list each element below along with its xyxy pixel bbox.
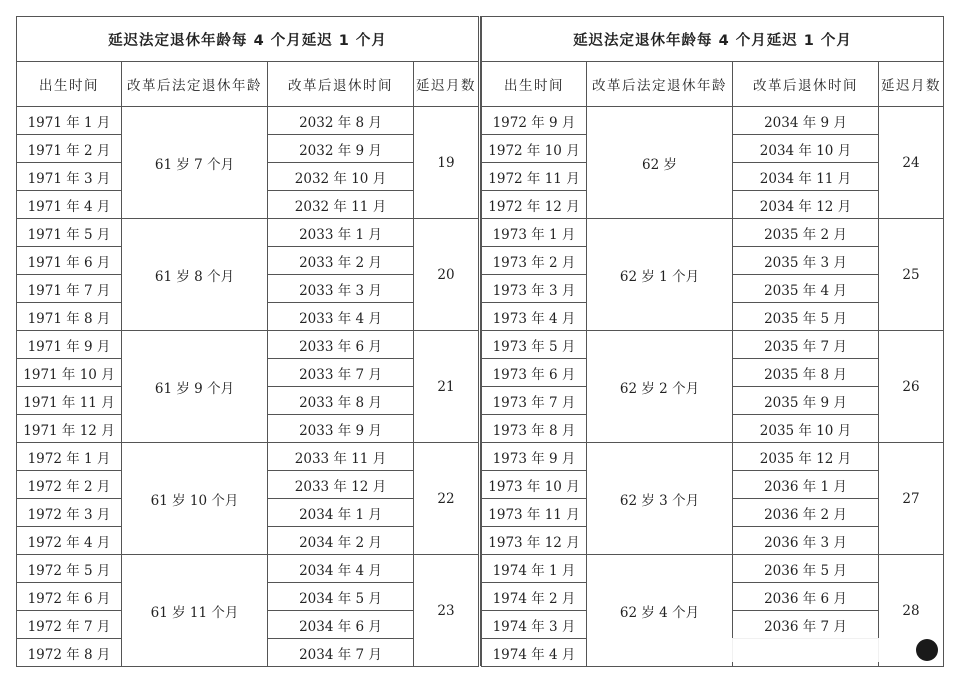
header-retirement-time: 改革后退休时间 xyxy=(268,62,414,107)
retirement-time-cell: 2035 年 8 月 xyxy=(733,359,879,387)
retirement-time-cell: 2033 年 11 月 xyxy=(268,443,414,471)
table-row xyxy=(482,331,944,359)
delay-months-cell: 23 xyxy=(414,555,479,667)
retirement-time-cell: 2034 年 12 月 xyxy=(733,191,879,219)
delay-months-cell: 26 xyxy=(879,331,944,443)
birth-time-cell: 1973 年 8 月 xyxy=(482,415,587,443)
birth-time-cell: 1972 年 1 月 xyxy=(17,443,122,471)
birth-time-cell: 1973 年 10 月 xyxy=(482,471,587,499)
birth-time-cell: 1971 年 8 月 xyxy=(17,303,122,331)
retirement-time-cell: 2035 年 7 月 xyxy=(733,331,879,359)
table-row xyxy=(482,555,944,583)
retirement-time-cell: 2036 年 5 月 xyxy=(733,555,879,583)
birth-time-cell: 1973 年 11 月 xyxy=(482,499,587,527)
retirement-age-cell: 62 岁 1 个月 xyxy=(587,219,733,331)
table-title: 延迟法定退休年龄每 4 个月延迟 1 个月 xyxy=(482,17,944,62)
retirement-time-cell: 2033 年 9 月 xyxy=(268,415,414,443)
birth-time-cell: 1973 年 2 月 xyxy=(482,247,587,275)
delay-months-cell: 21 xyxy=(414,331,479,443)
retirement-age-cell: 61 岁 9 个月 xyxy=(122,331,268,443)
birth-time-cell: 1973 年 6 月 xyxy=(482,359,587,387)
header-delay-months: 延迟月数 xyxy=(414,62,479,107)
table-row xyxy=(17,443,479,471)
birth-time-cell: 1973 年 5 月 xyxy=(482,331,587,359)
retirement-time-cell: 2034 年 11 月 xyxy=(733,163,879,191)
birth-time-cell: 1974 年 2 月 xyxy=(482,583,587,611)
retirement-time-cell: 2035 年 12 月 xyxy=(733,443,879,471)
left-table-panel xyxy=(16,16,479,667)
retirement-time-cell: 2033 年 4 月 xyxy=(268,303,414,331)
birth-time-cell: 1972 年 5 月 xyxy=(17,555,122,583)
table-row xyxy=(482,107,944,135)
table-row xyxy=(17,331,479,359)
birth-time-cell: 1971 年 2 月 xyxy=(17,135,122,163)
retirement-time-cell: 2032 年 8 月 xyxy=(268,107,414,135)
retirement-time-cell: 2035 年 9 月 xyxy=(733,387,879,415)
retirement-time-cell: 2034 年 6 月 xyxy=(268,611,414,639)
birth-time-cell: 1972 年 3 月 xyxy=(17,499,122,527)
birth-time-cell: 1972 年 6 月 xyxy=(17,583,122,611)
retirement-time-cell: 2036 年 1 月 xyxy=(733,471,879,499)
header-retirement-age: 改革后法定退休年龄 xyxy=(587,62,733,107)
retirement-time-cell: 2036 年 7 月 xyxy=(733,611,879,639)
table-row xyxy=(482,443,944,471)
retirement-time-cell: 2034 年 5 月 xyxy=(268,583,414,611)
header-birth-time: 出生时间 xyxy=(482,62,587,107)
birth-time-cell: 1972 年 7 月 xyxy=(17,611,122,639)
retirement-time-cell: 2034 年 9 月 xyxy=(733,107,879,135)
birth-time-cell: 1972 年 4 月 xyxy=(17,527,122,555)
birth-time-cell: 1971 年 1 月 xyxy=(17,107,122,135)
birth-time-cell: 1971 年 9 月 xyxy=(17,331,122,359)
birth-time-cell: 1972 年 10 月 xyxy=(482,135,587,163)
birth-time-cell: 1972 年 12 月 xyxy=(482,191,587,219)
header-delay-months: 延迟月数 xyxy=(879,62,944,107)
retirement-age-cell: 62 岁 2 个月 xyxy=(587,331,733,443)
birth-time-cell: 1973 年 12 月 xyxy=(482,527,587,555)
retirement-time-cell: 2032 年 9 月 xyxy=(268,135,414,163)
birth-time-cell: 1973 年 7 月 xyxy=(482,387,587,415)
retirement-time-cell: 2033 年 3 月 xyxy=(268,275,414,303)
retirement-time-cell: 2035 年 4 月 xyxy=(733,275,879,303)
retirement-time-cell: 2033 年 7 月 xyxy=(268,359,414,387)
retirement-age-cell: 61 岁 11 个月 xyxy=(122,555,268,667)
delay-months-cell: 20 xyxy=(414,219,479,331)
delay-months-cell: 27 xyxy=(879,443,944,555)
delay-months-cell: 24 xyxy=(879,107,944,219)
retirement-time-cell: 2035 年 5 月 xyxy=(733,303,879,331)
retirement-time-cell: 2032 年 11 月 xyxy=(268,191,414,219)
birth-time-cell: 1972 年 9 月 xyxy=(482,107,587,135)
retirement-time-cell: 2033 年 2 月 xyxy=(268,247,414,275)
table-row xyxy=(17,555,479,583)
table-row xyxy=(17,219,479,247)
delay-months-cell: 28 xyxy=(879,555,944,667)
birth-time-cell: 1972 年 11 月 xyxy=(482,163,587,191)
birth-time-cell: 1971 年 6 月 xyxy=(17,247,122,275)
birth-time-cell: 1974 年 1 月 xyxy=(482,555,587,583)
header-retirement-time: 改革后退休时间 xyxy=(733,62,879,107)
watermark-overlay xyxy=(730,638,942,662)
retirement-time-cell: 2033 年 8 月 xyxy=(268,387,414,415)
header-birth-time: 出生时间 xyxy=(17,62,122,107)
retirement-age-cell: 61 岁 7 个月 xyxy=(122,107,268,219)
retirement-time-cell: 2035 年 3 月 xyxy=(733,247,879,275)
retirement-time-cell: 2034 年 10 月 xyxy=(733,135,879,163)
retirement-time-cell: 2036 年 6 月 xyxy=(733,583,879,611)
retirement-time-cell: 2035 年 2 月 xyxy=(733,219,879,247)
table-row xyxy=(482,219,944,247)
retirement-time-cell: 2034 年 4 月 xyxy=(268,555,414,583)
birth-time-cell: 1971 年 4 月 xyxy=(17,191,122,219)
right-table-panel xyxy=(481,16,944,667)
birth-time-cell: 1971 年 12 月 xyxy=(17,415,122,443)
retirement-time-cell: 2034 年 7 月 xyxy=(268,639,414,667)
retirement-time-cell: 2033 年 1 月 xyxy=(268,219,414,247)
retirement-age-cell: 62 岁 xyxy=(587,107,733,219)
birth-time-cell: 1972 年 8 月 xyxy=(17,639,122,667)
retirement-age-cell: 61 岁 8 个月 xyxy=(122,219,268,331)
birth-time-cell: 1971 年 5 月 xyxy=(17,219,122,247)
retirement-age-cell: 62 岁 4 个月 xyxy=(587,555,733,667)
delay-months-cell: 22 xyxy=(414,443,479,555)
delay-months-cell: 25 xyxy=(879,219,944,331)
birth-time-cell: 1972 年 2 月 xyxy=(17,471,122,499)
table-title: 延迟法定退休年龄每 4 个月延迟 1 个月 xyxy=(17,17,479,62)
birth-time-cell: 1971 年 11 月 xyxy=(17,387,122,415)
birth-time-cell: 1973 年 1 月 xyxy=(482,219,587,247)
birth-time-cell: 1971 年 7 月 xyxy=(17,275,122,303)
header-retirement-age: 改革后法定退休年龄 xyxy=(122,62,268,107)
birth-time-cell: 1973 年 4 月 xyxy=(482,303,587,331)
birth-time-cell: 1973 年 9 月 xyxy=(482,443,587,471)
delay-months-cell: 19 xyxy=(414,107,479,219)
retirement-time-cell: 2033 年 6 月 xyxy=(268,331,414,359)
retirement-time-cell: 2034 年 2 月 xyxy=(268,527,414,555)
birth-time-cell: 1973 年 3 月 xyxy=(482,275,587,303)
birth-time-cell: 1974 年 4 月 xyxy=(482,639,587,667)
retirement-age-cell: 61 岁 10 个月 xyxy=(122,443,268,555)
retirement-time-cell: 2036 年 3 月 xyxy=(733,527,879,555)
retirement-time-cell: 2034 年 1 月 xyxy=(268,499,414,527)
retirement-time-cell: 2033 年 12 月 xyxy=(268,471,414,499)
retirement-time-cell: 2036 年 2 月 xyxy=(733,499,879,527)
retirement-time-cell: 2035 年 10 月 xyxy=(733,415,879,443)
birth-time-cell: 1974 年 3 月 xyxy=(482,611,587,639)
retirement-age-cell: 62 岁 3 个月 xyxy=(587,443,733,555)
retirement-time-cell: 2032 年 10 月 xyxy=(268,163,414,191)
retirement-table-right xyxy=(481,16,944,667)
birth-time-cell: 1971 年 10 月 xyxy=(17,359,122,387)
birth-time-cell: 1971 年 3 月 xyxy=(17,163,122,191)
retirement-table-left xyxy=(16,16,479,667)
watermark-logo-icon xyxy=(916,639,938,661)
table-row xyxy=(17,107,479,135)
